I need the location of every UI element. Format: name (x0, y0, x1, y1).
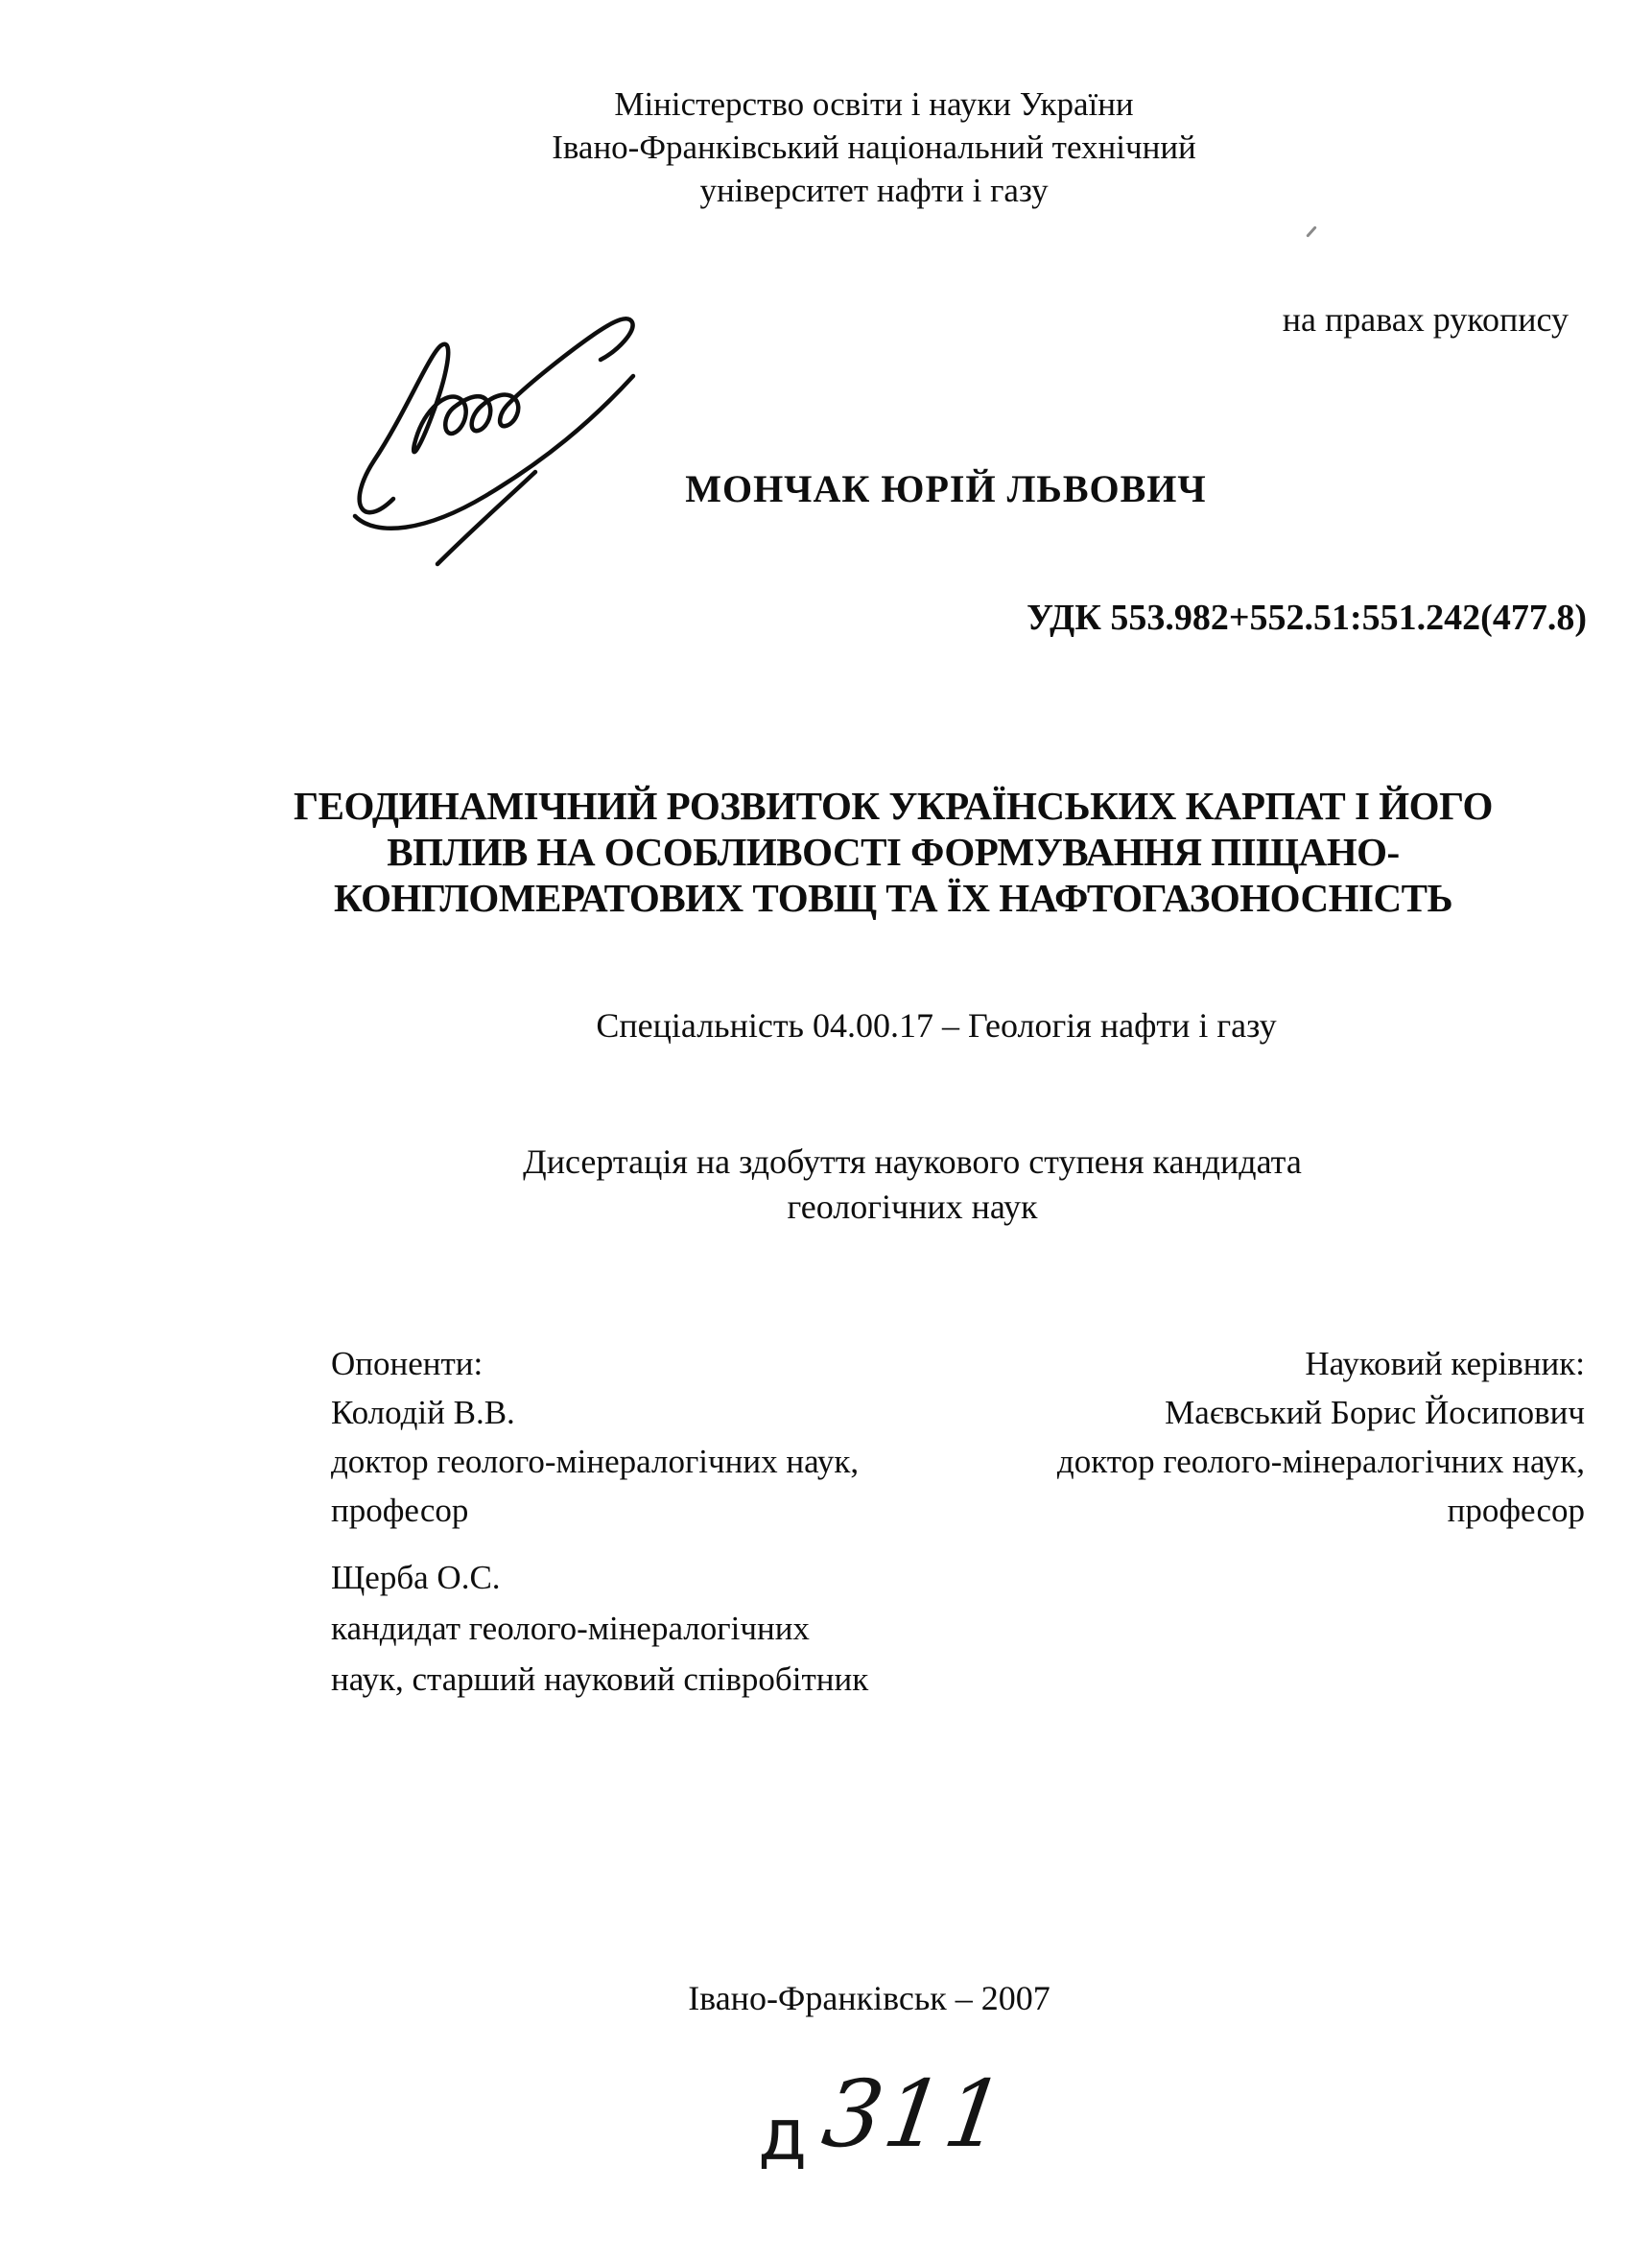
opponents-column (331, 1339, 859, 1535)
opponent2-degree-line-1: кандидат геолого-мінералогічних (331, 1610, 810, 1647)
opponent1-name: Колодій В.В. (331, 1394, 515, 1431)
dissertation-description (173, 1140, 1652, 1230)
signature-icon (334, 307, 698, 580)
handwritten-number: 311 (816, 2060, 1014, 2168)
manuscript-rights-note: на правах рукопису (1282, 300, 1569, 339)
author-name: МОНЧАК ЮРІЙ ЛЬВОВИЧ (685, 467, 1207, 510)
dissertation-line-2: геологічних наук (787, 1188, 1038, 1226)
opponents-heading: Опоненти: (331, 1345, 484, 1382)
title-line-3: КОНГЛОМЕРАТОВИХ ТОВЩ ТА ЇХ НАФТОГАЗОНОСНІСТЬ (333, 876, 1453, 920)
university-line-1: Івано-Франківський національний технічний (552, 129, 1196, 166)
supervisor-column (1057, 1339, 1585, 1535)
opponents-supervisor-row (331, 1339, 1585, 1535)
title-line-2: ВПЛИВ НА ОСОБЛИВОСТІ ФОРМУВАННЯ ПІЩАНО- (387, 830, 1400, 874)
scan-artifact-mark (1306, 225, 1317, 237)
dissertation-title (134, 783, 1652, 921)
handwritten-letter: д (758, 2094, 808, 2177)
supervisor-heading: Науковий керівник: (1305, 1345, 1585, 1382)
university-line-2: університет нафти і газу (699, 172, 1049, 209)
supervisor-rank: професор (1447, 1492, 1585, 1529)
dissertation-line-1: Дисертація на здобуття наукового ступеня кандидата (523, 1142, 1302, 1181)
title-line-1: ГЕОДИНАМІЧНИЙ РОЗВИТОК УКРАЇНСЬКИХ КАРПАТ І ЙОГО (294, 784, 1493, 828)
supervisor-name: Маєвський Борис Йосипович (1165, 1394, 1585, 1431)
supervisor-degree: доктор геолого-мінералогічних наук, (1056, 1443, 1585, 1480)
ministry-line: Міністерство освіти і науки України (614, 85, 1134, 123)
udc-code: УДК 553.982+552.51:551.242(477.8) (1027, 598, 1587, 638)
opponent2-block (331, 1552, 868, 1705)
opponent1-degree: доктор геолого-мінералогічних наук, (331, 1443, 860, 1480)
ministry-header (96, 82, 1652, 212)
city-year-line: Івано-Франківськ – 2007 (688, 1979, 1050, 2017)
handwritten-catalog-mark (758, 2060, 1014, 2177)
opponent2-name: Щерба О.С. (331, 1559, 501, 1596)
opponent1-rank: професор (331, 1492, 469, 1529)
specialty-line: Спеціальність 04.00.17 – Геологія нафти і газу (596, 1006, 1277, 1045)
opponent2-degree-line-2: наук, старший науковий співробітник (331, 1660, 869, 1698)
